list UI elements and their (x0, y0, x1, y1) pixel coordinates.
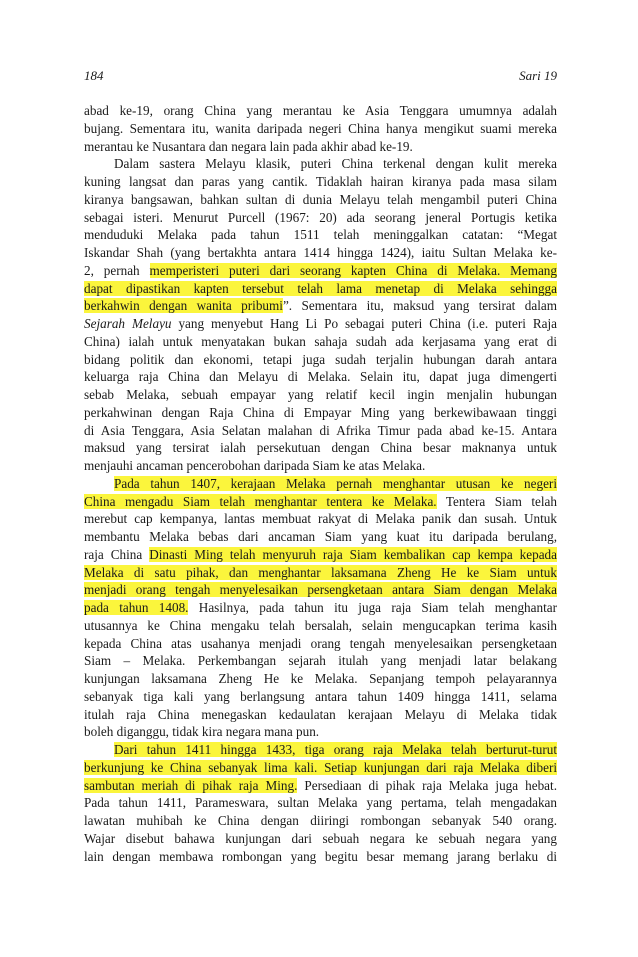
text-segment: kepada China atas usahanya menjadi orang tengah menyelesaikan persengketaan (84, 635, 557, 651)
text-segment: 2, pernah (84, 262, 150, 278)
text-segment: utusannya ke China mengaku telah bersalah, selain mengucapkan terima kasih (84, 617, 557, 633)
text-line (84, 564, 557, 582)
page-header (84, 68, 557, 86)
text-line (84, 688, 557, 706)
text-segment: Hasilnya, pada tahun itu juga raja Siam telah menghantar (188, 600, 557, 615)
text-segment: raja China (84, 546, 150, 562)
text-segment: Pada tahun 1411, Parameswara, sultan Melaka yang pertama, telah mengadakan (84, 795, 557, 811)
highlighted-text: berkahwin dengan wanita pribumi (84, 298, 283, 314)
text-segment: abad ke-19, orang China yang merantau ke Asia Tenggara umumnya adalah (84, 103, 557, 118)
text-line (84, 652, 557, 670)
text-segment: yang menyebut Hang Li Po sebagai puteri China (i.e. puteri Raja (171, 316, 557, 331)
text-segment: membantu Melaka bebas dari ancaman Siam yang kuat itu daripada berulang, (84, 529, 557, 544)
highlighted-text: dapat dipastikan kapten tersebut telah lama menetap di Melaka sehingga (84, 280, 557, 296)
running-title: Sari 19 (519, 68, 557, 83)
highlighted-text: pada tahun 1408. (84, 600, 189, 615)
text-line (84, 120, 557, 138)
body-text (84, 102, 557, 865)
text-line (84, 777, 557, 795)
text-segment: Tentera Siam telah (436, 493, 557, 509)
text-line (84, 759, 557, 777)
text-segment: lain dengan membawa rombongan yang begitu besar memang jarang berlaku di (84, 848, 557, 864)
text-line (84, 226, 557, 244)
text-line (84, 830, 557, 848)
text-line (84, 138, 557, 156)
text-line (84, 315, 557, 333)
text-line (84, 173, 557, 191)
text-line (84, 617, 557, 635)
text-line (84, 670, 557, 688)
text-segment: Persediaan di pihak raja Melaka juga hebat. (297, 777, 557, 793)
text-line (84, 368, 557, 386)
text-line (84, 794, 557, 812)
highlighted-text: Dari tahun 1411 hingga 1433, tiga orang raja Melaka telah berturut-turut (114, 742, 557, 757)
highlighted-text: sambutan meriah di pihak raja Ming. (84, 777, 298, 793)
text-line (84, 475, 557, 493)
text-segment: sebagai isteri. Menurut Purcell (1967: 20) ada seorang jeneral Portugis ketika (84, 209, 557, 225)
text-line (84, 741, 557, 759)
text-line (84, 457, 557, 475)
text-segment: bidang politik dan ekonomi, tetapi juga sudah terjalin hubungan darah antara (84, 351, 557, 367)
text-segment: itulah raja China menegaskan kedaulatan kerajaan Melayu di Melaka tidak (84, 706, 557, 722)
text-segment: merantau ke Nusantara dan negara lain pada akhir abad ke-19. (84, 138, 413, 154)
text-line (84, 333, 557, 351)
text-line (84, 848, 557, 866)
text-line (84, 102, 557, 120)
text-segment: perkahwinan dengan Raja China di Empayar Ming yang berkewibawaan tinggi (84, 404, 557, 420)
text-line (84, 723, 557, 741)
text-line (84, 262, 557, 280)
text-segment: sebanyak tiga kali yang berlangsung antara tahun 1409 hingga 1411, selama (84, 688, 557, 704)
text-line (84, 599, 557, 617)
text-segment: menduduki Melaka pada tahun 1511 telah meninggalkan catatan: “Megat (84, 227, 557, 243)
text-line (84, 581, 557, 599)
text-line (84, 528, 557, 546)
text-segment: menjauhi ancaman pencerobohan daripada Siam ke atas Melaka. (84, 458, 426, 473)
text-segment: China) ialah untuk menyatakan bukan sahaja sudah ada kerjasama yang erat di (84, 333, 557, 349)
text-segment: bujang. Sementara itu, wanita daripada negeri China hanya mengikut suami mereka (84, 120, 557, 136)
text-line (84, 422, 557, 440)
highlighted-text: berkunjung ke China sebanyak lima kali. Setiap kunjungan dari raja Melaka diberi (84, 759, 557, 775)
highlighted-text: Pada tahun 1407, kerajaan Melaka pernah menghantar utusan ke negeri (114, 475, 557, 491)
text-segment: kiranya bangsawan, bahkan sultan di dunia Melayu telah mengambil puteri China (84, 191, 557, 207)
text-line (84, 510, 557, 528)
text-line (84, 209, 557, 227)
text-line (84, 155, 557, 173)
italic-title: Sejarah Melayu (84, 316, 172, 331)
text-line (84, 244, 557, 262)
text-segment: di Asia Tenggara, Asia Selatan malahan di Afrika Timur pada abad ke-15. Antara (84, 422, 557, 438)
highlighted-text: China mengadu Siam telah menghantar tentera ke Melaka. (84, 493, 437, 509)
text-segment: Dalam sastera Melayu klasik, puteri China terkenal dengan kulit mereka (114, 156, 557, 172)
page-number: 184 (84, 68, 104, 83)
highlighted-text: memperisteri puteri dari seorang kapten China di Melaka. Memang (149, 262, 557, 278)
text-line (84, 404, 557, 422)
text-segment: kunjungan laksamana Zheng He ke Melaka. Sepanjang tempoh pelayarannya (84, 671, 557, 686)
text-segment: sebab Melaka, sebuah empayar yang relatif kecil ingin menjalin hubungan (84, 387, 557, 402)
text-line (84, 706, 557, 724)
text-line (84, 439, 557, 457)
text-segment: Iskandar Shah (yang bertakhta antara 1414 hingga 1424), iaitu Sultan Melaka ke- (84, 245, 557, 260)
text-line (84, 351, 557, 369)
text-line (84, 280, 557, 298)
text-segment: kuning langsat dan paras yang cantik. Tidaklah hairan kiranya pada masa silam (84, 174, 557, 189)
text-segment: keluarga raja China dan Melayu di Melaka. Selain itu, dapat juga dimengerti (84, 369, 557, 385)
text-segment: Siam – Melaka. Perkembangan sejarah itulah yang menjadi latar belakang (84, 653, 557, 669)
text-line (84, 635, 557, 653)
text-line (84, 386, 557, 404)
text-segment: ”. Sementara itu, maksud yang tersirat dalam (282, 298, 557, 314)
text-segment: Wajar disebut bahawa kunjungan dari sebuah negara ke sebuah negara yang (84, 830, 557, 846)
text-segment: maksud yang tersirat ialah persekutuan dengan China besar maknanya untuk (84, 440, 557, 456)
highlighted-text: Dinasti Ming telah menyuruh raja Siam kembalikan cap kempa kepada (149, 546, 557, 562)
text-line (84, 493, 557, 511)
highlighted-text: menjadi orang tengah menyelesaikan persengketaan antara Siam dengan Melaka (84, 582, 557, 598)
text-line (84, 191, 557, 209)
text-segment: merebut cap kempanya, lantas membuat rakyat di Melaka panik dan susah. Untuk (84, 511, 557, 527)
highlighted-text: Melaka di satu pihak, dan menghantar laksamana Zheng He ke Siam untuk (84, 564, 557, 580)
text-segment: boleh diganggu, tidak kira negara mana pun. (84, 724, 320, 740)
text-segment: lawatan muhibah ke China dengan diiringi rombongan sebanyak 540 orang. (84, 813, 557, 828)
text-line (84, 297, 557, 315)
text-line (84, 812, 557, 830)
text-line (84, 546, 557, 564)
